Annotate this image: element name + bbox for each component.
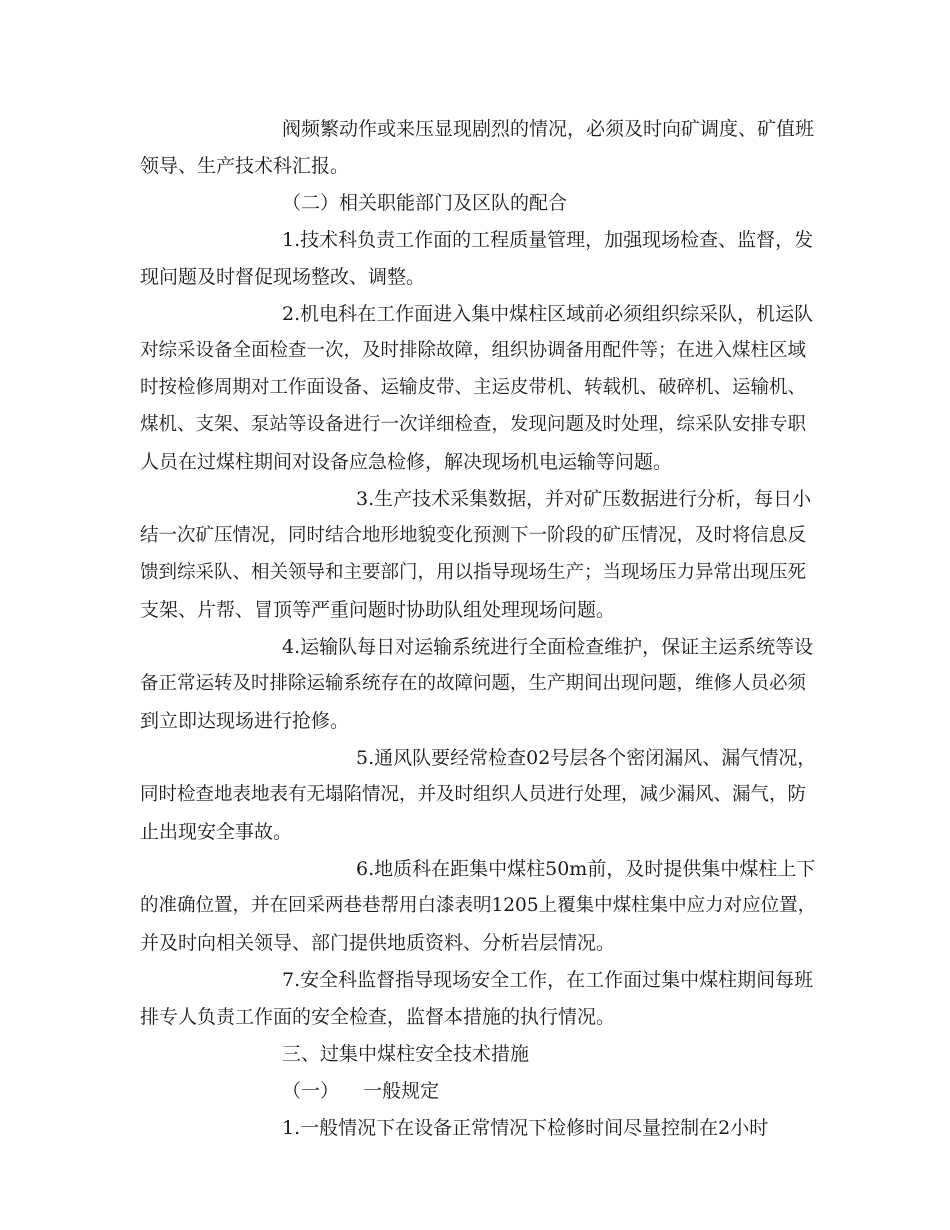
body-text-line: 备正常运转及时排除运输系统存在的故障问题，生产期间出现问题，维修人员必须 [140, 673, 807, 694]
body-text-line: 对综采设备全面检查一次，及时排除故障，组织协调备用配件等；在进入煤柱区域 [140, 340, 807, 361]
body-text-line: 止出现安全事故。 [140, 821, 293, 843]
body-text-line: 支架、片帮、冒顶等严重问题时协助队组处理现场问题。 [140, 599, 616, 621]
subsection-heading: （一） 一般规定 [282, 1080, 440, 1102]
body-text-line: 到立即达现场进行抢修。 [140, 710, 350, 732]
body-text-line: 3.生产技术采集数据，并对矿压数据进行分析，每日小 [356, 488, 812, 510]
body-text-line: 时按检修周期对工作面设备、运输皮带、主运皮带机、转载机、破碎机、运输机、 [140, 377, 807, 398]
body-text-line: 现问题及时督促现场整改、调整。 [140, 266, 426, 288]
body-text-line: 排专人负责工作面的安全检查，监督本措施的执行情况。 [140, 1006, 616, 1028]
body-text-line: 人员在过煤柱期间对设备应急检修，解决现场机电运输等问题。 [140, 451, 673, 473]
body-text-line: 6.地质科在距集中煤柱50m前，及时提供集中煤柱上下 [356, 858, 816, 880]
body-text-line: 阀频繁动作或来压显现剧烈的情况，必须及时向矿调度、矿值班 [282, 118, 815, 140]
body-text-line: 同时检查地表地表有无塌陷情况，并及时组织人员进行处理，减少漏风、漏气，防 [140, 784, 807, 805]
section-heading: 三、过集中煤柱安全技术措施 [282, 1043, 530, 1065]
section-heading: （二）相关职能部门及区队的配合 [282, 192, 568, 214]
body-text-line: 结一次矿压情况，同时结合地形地貌变化预测下一阶段的矿压情况，及时将信息反 [140, 525, 807, 546]
body-text-line: 7.安全科监督指导现场安全工作，在工作面过集中煤柱期间每班 [282, 969, 814, 991]
body-text-line: 1.一般情况下在设备正常情况下检修时间尽量控制在2小时 [282, 1117, 769, 1139]
body-text-line: 领导、生产技术科汇报。 [140, 155, 350, 177]
body-text-line: 2.机电科在工作面进入集中煤柱区域前必须组织综采队，机运队 [282, 303, 814, 325]
body-text-line: 4.运输队每日对运输系统进行全面检查维护，保证主运系统等设 [282, 636, 814, 658]
body-text-line: 1.技术科负责工作面的工程质量管理，加强现场检查、监督，发 [282, 229, 814, 251]
body-text-line: 馈到综采队、相关领导和主要部门，用以指导现场生产；当现场压力异常出现压死 [140, 562, 807, 583]
body-text-line: 并及时向相关领导、部门提供地质资料、分析岩层情况。 [140, 932, 616, 954]
body-text-line: 5.通风队要经常检查02号层各个密闭漏风、漏气情况， [356, 747, 817, 769]
body-text-line: 煤机、支架、泵站等设备进行一次详细检查，发现问题及时处理，综采队安排专职 [140, 414, 807, 435]
body-text-line: 的准确位置，并在回采两巷巷帮用白漆表明1205上覆集中煤柱集中应力对应位置， [140, 895, 817, 916]
